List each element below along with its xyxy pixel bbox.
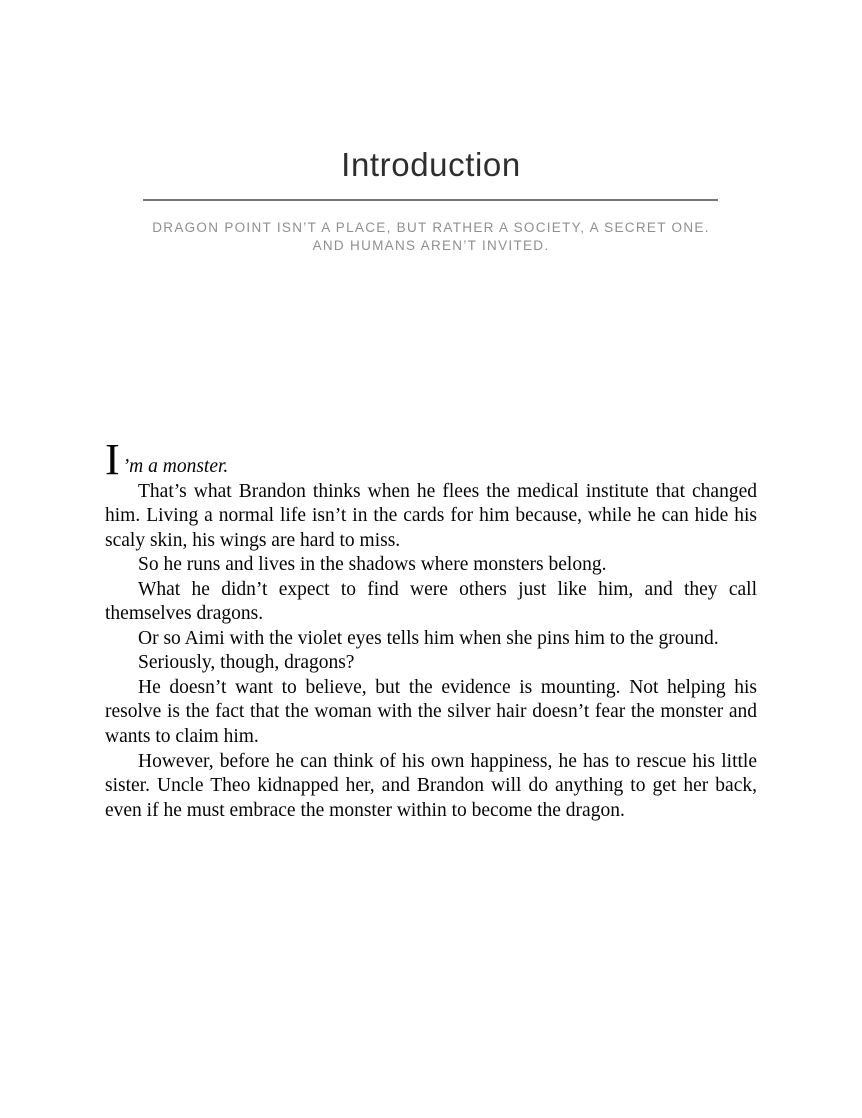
chapter-title: Introduction bbox=[341, 146, 521, 183]
epigraph-line-2: AND HUMANS AREN’T INVITED. bbox=[312, 238, 550, 253]
epigraph bbox=[105, 219, 757, 255]
epigraph-line-1: DRAGON POINT ISN’T A PLACE, BUT RATHER A SOCIETY, A SECRET ONE. bbox=[152, 220, 710, 235]
paragraph: However, before he can think of his own happiness, he has to rescue his little sister. Uncle Theo kidnapped her, and Brandon will do anything to get her back, even if he must embrace the monster within to become the dragon. bbox=[105, 750, 757, 821]
paragraph: Or so Aimi with the violet eyes tells him when she pins him to the ground. bbox=[138, 627, 719, 649]
opening-paragraph bbox=[105, 435, 757, 484]
paragraph: What he didn’t expect to find were others just like him, and they call themselves dragons. bbox=[105, 578, 757, 625]
body-text bbox=[105, 435, 757, 823]
paragraph-list bbox=[105, 480, 757, 824]
opening-phrase: ’m a monster. bbox=[122, 456, 229, 477]
title-divider-rule bbox=[143, 199, 718, 201]
paragraph: Seriously, though, dragons? bbox=[138, 652, 355, 674]
paragraph: That’s what Brandon thinks when he flees the medical institute that changed him. Living a normal life isn’t in the cards for him because, while he can hide his scaly skin, his wings are hard to miss. bbox=[105, 480, 757, 551]
drop-cap: I bbox=[105, 435, 120, 484]
paragraph: So he runs and lives in the shadows where monsters belong. bbox=[138, 554, 607, 576]
paragraph: He doesn’t want to believe, but the evidence is mounting. Not helping his resolve is the fact that the woman with the silver hair doesn’t fear the monster and wants to claim him. bbox=[105, 676, 757, 748]
